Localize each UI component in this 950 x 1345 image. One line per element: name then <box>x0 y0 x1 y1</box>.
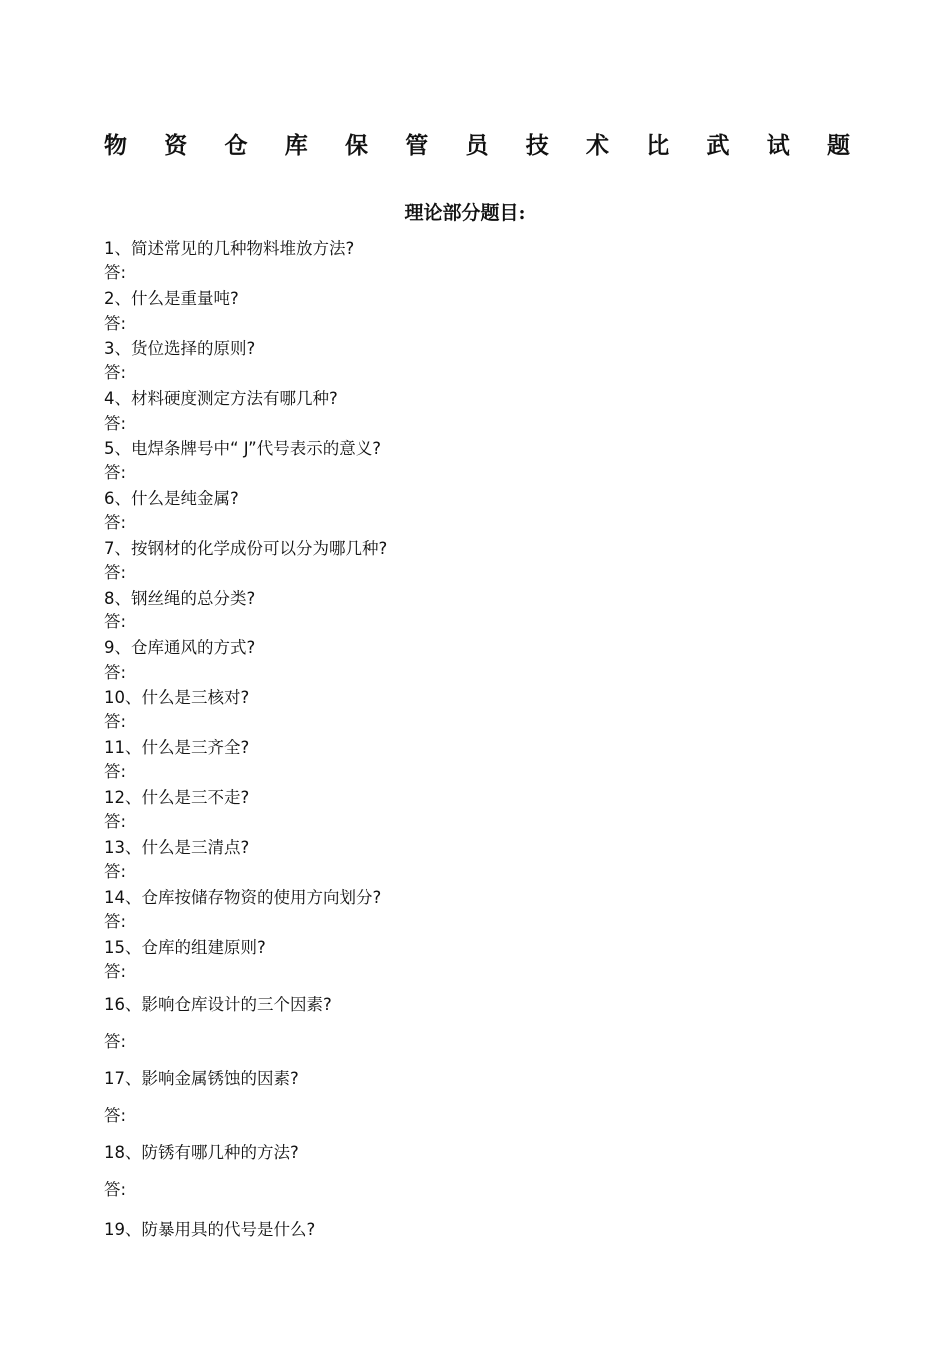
question-text: 8、钢丝绳的总分类? <box>104 589 256 608</box>
answer-label: 答: <box>104 513 127 532</box>
question-text: 10、什么是三核对? <box>104 688 250 707</box>
question-text: 2、什么是重量吨? <box>104 289 239 308</box>
answer-label: 答: <box>104 712 127 731</box>
answer-label: 答: <box>104 563 127 582</box>
question-text: 4、材料硬度测定方法有哪几种? <box>104 389 338 408</box>
answer-label: 答: <box>104 912 127 931</box>
title-char: 资 <box>164 131 188 159</box>
title-char: 题 <box>827 131 850 159</box>
question-text: 18、防锈有哪几种的方法? <box>104 1143 299 1162</box>
document-title <box>104 126 850 160</box>
question-text: 5、电焊条牌号中“ J”代号表示的意义? <box>104 439 381 458</box>
answer-label: 答: <box>104 263 127 282</box>
title-char: 物 <box>104 131 127 159</box>
title-char: 武 <box>706 131 730 159</box>
question-text: 1、简述常见的几种物料堆放方法? <box>104 239 355 258</box>
question-text: 12、什么是三不走? <box>104 788 250 807</box>
question-text: 13、什么是三清点? <box>104 838 250 857</box>
title-char: 仓 <box>224 131 248 159</box>
question-text: 7、按钢材的化学成份可以分为哪几种? <box>104 539 388 558</box>
answer-label: 答: <box>104 363 127 382</box>
answer-label: 答: <box>104 1106 127 1125</box>
title-char: 比 <box>646 131 670 159</box>
question-text: 15、仓库的组建原则? <box>104 938 266 957</box>
answer-label: 答: <box>104 612 127 631</box>
answer-label: 答: <box>104 463 127 482</box>
answer-label: 答: <box>104 812 127 831</box>
question-text: 3、货位选择的原则? <box>104 339 256 358</box>
question-text: 11、什么是三齐全? <box>104 738 250 757</box>
answer-label: 答: <box>104 862 127 881</box>
question-text: 19、防暴用具的代号是什么? <box>104 1220 316 1239</box>
title-char: 库 <box>284 131 308 159</box>
question-text: 6、什么是纯金属? <box>104 489 239 508</box>
question-text: 17、影响金属锈蚀的因素? <box>104 1069 299 1088</box>
answer-label: 答: <box>104 314 127 333</box>
section-title: 理论部分题目: <box>404 202 526 224</box>
answer-label: 答: <box>104 663 127 682</box>
title-char: 管 <box>405 131 429 159</box>
title-char: 技 <box>525 131 549 159</box>
title-char: 员 <box>465 131 489 159</box>
answer-label: 答: <box>104 762 127 781</box>
answer-label: 答: <box>104 414 127 433</box>
answer-label: 答: <box>104 1032 127 1051</box>
question-text: 14、仓库按储存物资的使用方向划分? <box>104 888 382 907</box>
title-char: 术 <box>586 131 609 159</box>
question-text: 9、仓库通风的方式? <box>104 638 256 657</box>
answer-label: 答: <box>104 1180 127 1199</box>
answer-label: 答: <box>104 962 127 981</box>
title-char: 试 <box>766 131 790 159</box>
question-text: 16、影响仓库设计的三个因素? <box>104 995 332 1014</box>
title-char: 保 <box>345 131 368 159</box>
